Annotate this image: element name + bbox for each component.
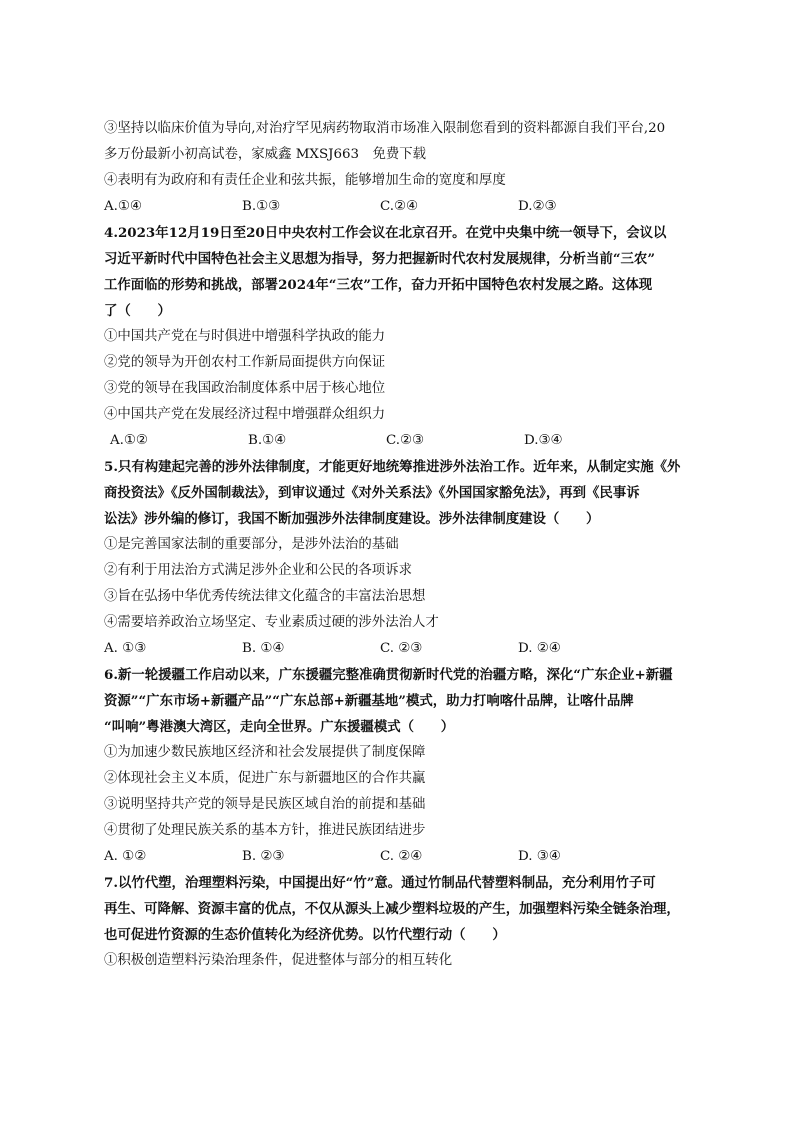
- q6-option-c: C. ②④: [380, 849, 423, 864]
- q7-stem-line: 7.以竹代塑，治理塑料污染，中国提出好“竹”意。通过竹制品代替塑料制品，充分利用竹子可: [104, 875, 656, 891]
- q4-item: ①中国共产党在与时俱进中增强科学执政的能力: [104, 329, 386, 344]
- q6-stem-line: 资源”“广东市场+新疆产品”“广东总部+新疆基地”模式，助力打响喀什品牌，让喀什品牌: [104, 693, 634, 709]
- q4-option-a: A.①②: [110, 433, 148, 448]
- q6-option-b: B. ②③: [242, 849, 285, 864]
- q5-stem-line: 商投资法》《反外国制裁法》，到审议通过《对外关系法》《外国国家豁免法》，再到《民事诉: [104, 485, 640, 501]
- q5-option-b: B. ①④: [242, 641, 285, 656]
- q5-item: ③旨在弘扬中华优秀传统法律文化蕴含的丰富法治思想: [104, 589, 426, 604]
- q6-stem-line: “叫响”粤港澳大湾区，走向全世界。广东援疆模式（ ）: [104, 719, 455, 735]
- q3-item-4: ④表明有为政府和有责任企业和弦共振，能够增加生命的宽度和厚度: [104, 173, 506, 188]
- q3-option-d: D.②③: [518, 199, 557, 214]
- q6-stem-line: 6.新一轮援疆工作启动以来，广东援疆完整准确贯彻新时代党的治疆方略，深化“广东企业+新疆: [104, 667, 673, 683]
- q6-item: ①为加速少数民族地区经济和社会发展提供了制度保障: [104, 745, 426, 760]
- q4-stem-line: 习近平新时代中国特色社会主义思想为指导，努力把握新时代农村发展规律，分析当前“三农”: [104, 251, 656, 267]
- q7-stem-line: 再生、可降解、资源丰富的优点，不仅从源头上减少塑料垃圾的产生，加强塑料污染全链条治理，: [104, 901, 680, 917]
- q5-item: ②有利于用法治方式满足涉外企业和公民的各项诉求: [104, 563, 412, 578]
- q5-item: ④需要培养政治立场坚定、专业素质过硬的涉外法治人才: [104, 615, 439, 630]
- q4-stem-line: 工作面临的形势和挑战，部署2024年“三农”工作，奋力开拓中国特色农村发展之路。这体现: [104, 277, 653, 293]
- q3-option-c: C.②④: [380, 199, 419, 214]
- q3-option-a: A.①④: [104, 199, 142, 214]
- q4-option-c: C.②③: [386, 433, 425, 448]
- q4-option-b: B.①④: [248, 433, 287, 448]
- q5-option-c: C. ②③: [380, 641, 423, 656]
- q4-item: ④中国共产党在发展经济过程中增强群众组织力: [104, 407, 386, 422]
- q4-options: [104, 428, 700, 454]
- q4-stem-line: 了（ ）: [104, 303, 171, 319]
- q5-options: [104, 636, 700, 662]
- q6-options: [104, 844, 700, 870]
- q3-item-3-continued: 多万份最新小初高试卷，家威鑫 MXSJ663 免费下载: [104, 147, 427, 162]
- q6-item: ③说明坚持共产党的领导是民族区域自治的前提和基础: [104, 797, 426, 812]
- q5-option-d: D. ②④: [518, 641, 561, 656]
- q7-stem-line: 也可促进竹资源的生态价值转化为经济优势。以竹代塑行动（ ）: [104, 927, 506, 943]
- q7-item: ①积极创造塑料污染治理条件，促进整体与部分的相互转化: [104, 953, 453, 968]
- exam-page: [104, 116, 700, 974]
- q5-item: ①是完善国家法制的重要部分，是涉外法治的基础: [104, 537, 399, 552]
- q5-stem-line: 5.只有构建起完善的涉外法律制度，才能更好地统筹推进涉外法治工作。近年来，从制定实施《外: [104, 459, 681, 475]
- q3-options: [104, 194, 700, 220]
- q5-stem-line: 讼法》涉外编的修订，我国不断加强涉外法律制度建设。涉外法律制度建设（ ）: [104, 511, 600, 527]
- q5-option-a: A. ①③: [104, 641, 147, 656]
- q3-item-3: ③坚持以临床价值为导向,对治疗罕见病药物取消市场准入限制您看到的资料都源自我们平台,20: [104, 121, 666, 136]
- q6-option-a: A. ①②: [104, 849, 147, 864]
- q4-item: ②党的领导为开创农村工作新局面提供方向保证: [104, 355, 386, 370]
- q4-option-d: D.③④: [524, 433, 563, 448]
- q3-option-b: B.①③: [242, 199, 281, 214]
- q6-item: ②体现社会主义本质，促进广东与新疆地区的合作共赢: [104, 771, 426, 786]
- q4-item: ③党的领导在我国政治制度体系中居于核心地位: [104, 381, 386, 396]
- q6-option-d: D. ③④: [518, 849, 561, 864]
- q6-item: ④贯彻了处理民族关系的基本方针，推进民族团结进步: [104, 823, 426, 838]
- q4-stem-line: 4.2023年12月19日至20日中央农村工作会议在北京召开。在党中央集中统一领导下，会议以: [104, 225, 667, 241]
